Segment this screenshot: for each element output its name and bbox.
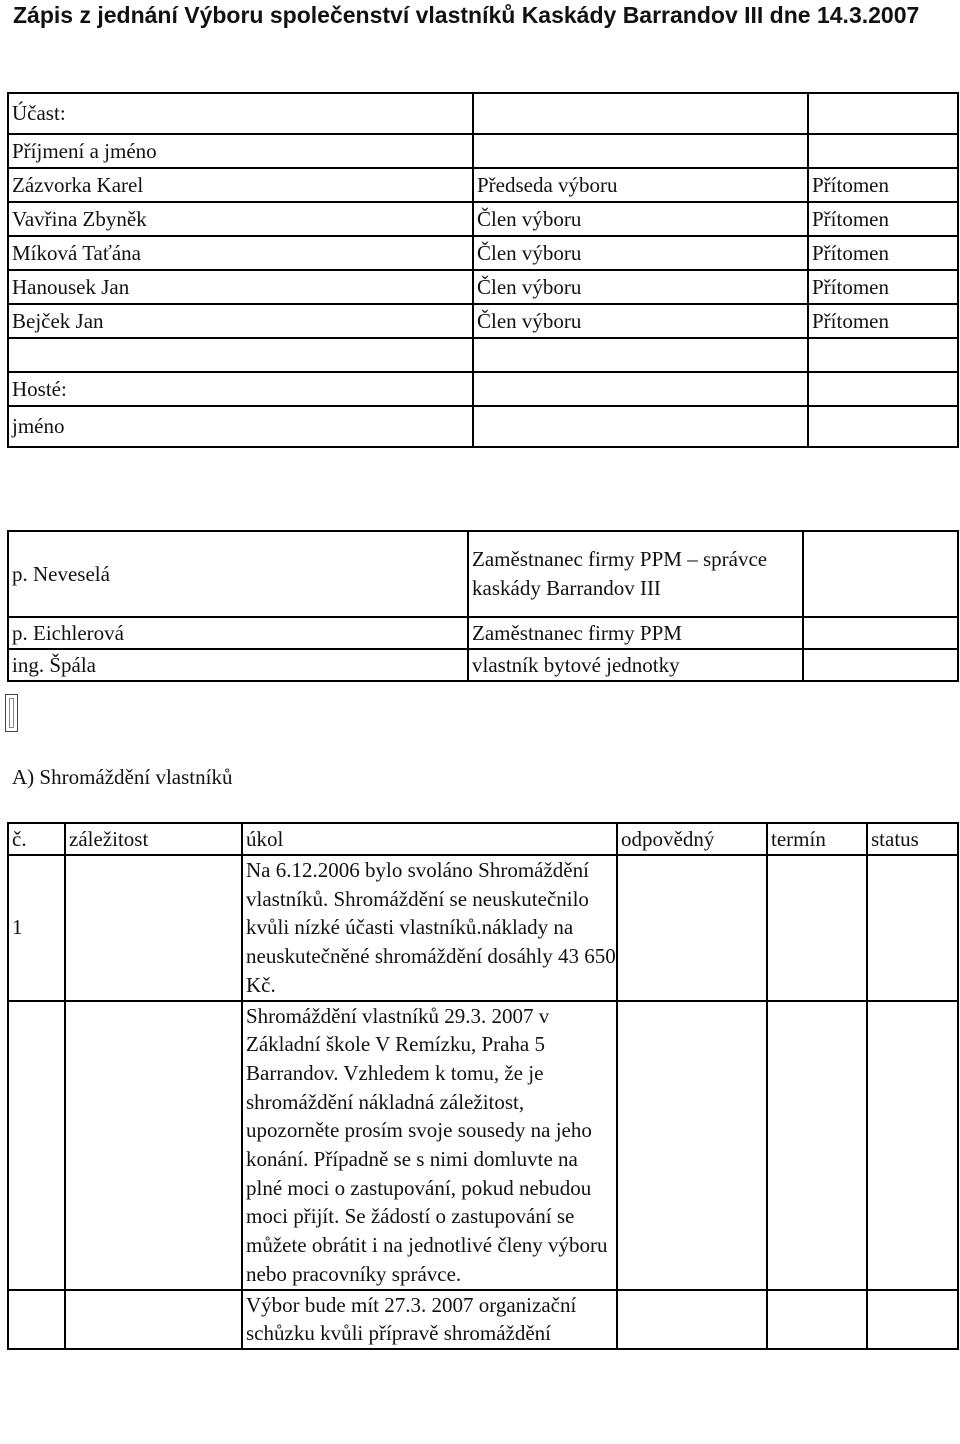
tasks-table <box>7 822 959 1350</box>
participant-status: Přítomen <box>808 304 958 338</box>
table-row <box>8 617 958 649</box>
participants-table <box>7 92 959 448</box>
column-header: záležitost <box>65 823 242 855</box>
document-title: Zápis z jednání Výboru společenství vlastníků Kaskády Barrandov III dne 14.3.2007 <box>13 2 920 28</box>
participant-status: Přítomen <box>808 168 958 202</box>
participant-role: Člen výboru <box>473 202 808 236</box>
guest-name: p. Eichlerová <box>8 617 468 649</box>
table-row <box>8 236 958 270</box>
guest-role: Zaměstnanec firmy PPM <box>468 617 803 649</box>
column-header: odpovědný <box>617 823 767 855</box>
participant-name: Míková Taťána <box>8 236 473 270</box>
column-header: č. <box>8 823 65 855</box>
column-header: status <box>867 823 958 855</box>
participant-name: Bejček Jan <box>8 304 473 338</box>
row-number <box>8 1290 65 1349</box>
participant-name: Zázvorka Karel <box>8 168 473 202</box>
participant-role: Člen výboru <box>473 270 808 304</box>
row-number: 1 <box>8 855 65 1001</box>
table-row <box>8 1290 958 1349</box>
name-column-heading: Příjmení a jméno <box>8 134 473 168</box>
participant-name: Vavřina Zbyněk <box>8 202 473 236</box>
task-text: Na 6.12.2006 bylo svoláno Shromáždění vlastníků. Shromáždění se neuskutečnilo kvůli nízké účasti vlastníků.náklady na neuskutečněné shromáždění dosáhly 43 650 Kč. <box>242 855 617 1001</box>
table-row <box>8 649 958 681</box>
guests-table <box>7 530 959 682</box>
placeholder-box-icon <box>5 694 18 732</box>
participant-status: Přítomen <box>808 270 958 304</box>
task-text: Výbor bude mít 27.3. 2007 organizační schůzku kvůli přípravě shromáždění <box>242 1290 617 1349</box>
column-header: úkol <box>242 823 617 855</box>
participant-role: Člen výboru <box>473 304 808 338</box>
table-row <box>8 855 958 1001</box>
participant-role: Člen výboru <box>473 236 808 270</box>
column-header: termín <box>767 823 867 855</box>
participant-name: Hanousek Jan <box>8 270 473 304</box>
participant-role: Předseda výboru <box>473 168 808 202</box>
table-row <box>8 168 958 202</box>
table-row <box>8 270 958 304</box>
guest-name: p. Neveselá <box>8 531 468 617</box>
section-heading: A) Shromáždění vlastníků <box>12 765 233 789</box>
guest-name-heading: jméno <box>8 406 473 447</box>
guest-name: ing. Špála <box>8 649 468 681</box>
table-row <box>8 304 958 338</box>
participant-status: Přítomen <box>808 202 958 236</box>
table-header-row <box>8 823 958 855</box>
table-row <box>8 202 958 236</box>
table-row <box>8 531 958 617</box>
table-row <box>8 1001 958 1290</box>
guest-role: Zaměstnanec firmy PPM – správce kaskády Barrandov III <box>468 531 803 617</box>
task-text: Shromáždění vlastníků 29.3. 2007 v Základní škole V Remízku, Praha 5 Barrandov. Vzhledem k tomu, že je shromáždění nákladná záležitost, upozorněte prosím svoje sousedy na jeho konání. Případně se s nimi domluvte na plné moci o zastupování, pokud nebudou moci přijít. Se žádostí o zastupování se můžete obrátit i na jednotlivé členy výboru nebo pracovníky správce. <box>242 1001 617 1290</box>
row-number <box>8 1001 65 1290</box>
guest-role: vlastník bytové jednotky <box>468 649 803 681</box>
participation-heading: Účast: <box>8 93 473 134</box>
guests-heading: Hosté: <box>8 372 473 406</box>
participant-status: Přítomen <box>808 236 958 270</box>
